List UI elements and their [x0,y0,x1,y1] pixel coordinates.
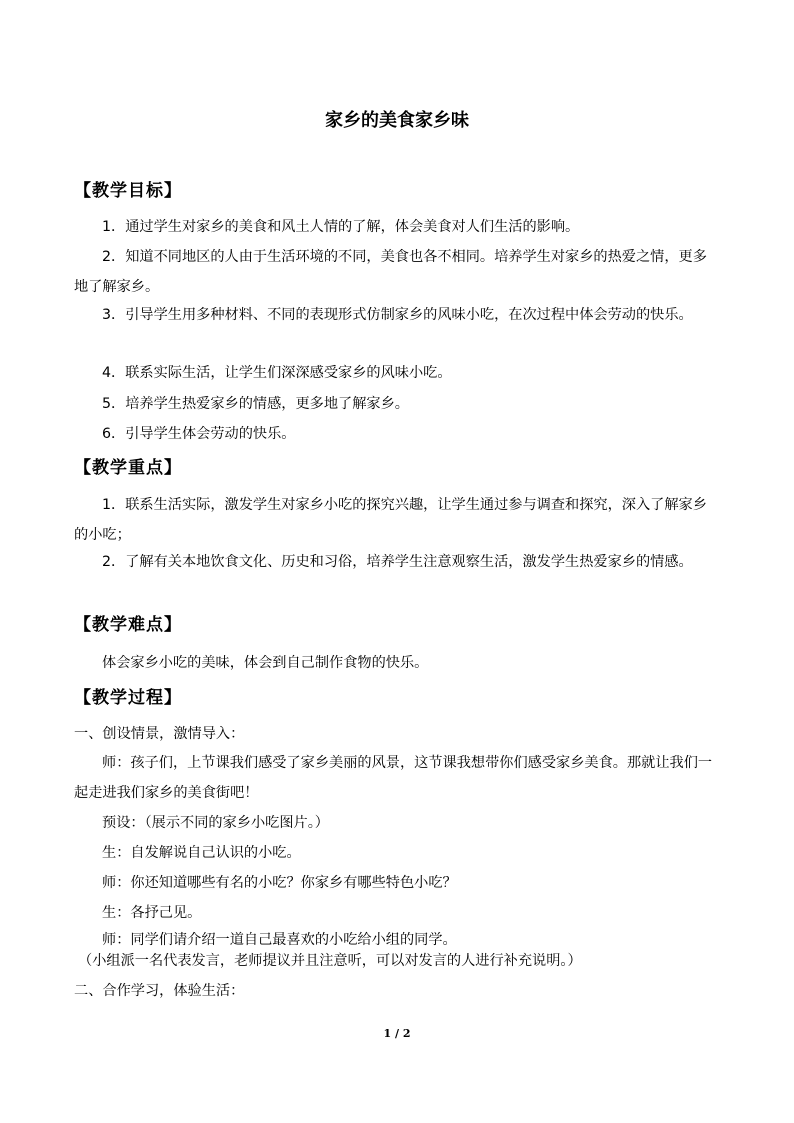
process-line-5: 生：各抒己见。 [102,905,202,921]
process-step-2: 二、合作学习，体验生活： [74,983,245,999]
section-heading-goals: 【教学目标】 [74,181,182,201]
process-note: （小组派一名代表发言，老师提议并且注意听，可以对发言的人进行补充说明。） [78,953,582,969]
section-heading-difficulties: 【教学难点】 [74,615,182,635]
process-line-3: 生：自发解说自己认识的小吃。 [102,845,301,861]
goal-item-6: 6．引导学生体会劳动的快乐。 [102,426,296,442]
goal-item-3: 3．引导学生用多种材料、不同的表现形式仿制家乡的风味小吃，在次过程中体会劳动的快乐。 [102,307,693,323]
process-line-1: 师：孩子们，上节课我们感受了家乡美丽的风景，这节课我想带你们感受家乡美食。那就让我们一起走进我们家乡的美食街吧！ [74,755,713,801]
process-line-6: 师：同学们请介绍一道自己最喜欢的小吃给小组的同学。 [102,932,457,948]
difficulty-item-1: 体会家乡小吃的美味，体会到自己制作食物的快乐。 [102,655,429,671]
page-number: 1 / 2 [383,1027,411,1040]
process-line-2: 预设：（展示不同的家乡小吃图片。） [102,815,329,831]
goal-item-2: 2．知道不同地区的人由于生活环境的不同，美食也各不相同。培养学生对家乡的热爱之情，更多地了解家乡。 [74,249,707,295]
process-step-1: 一、创设情景，激情导入： [74,726,245,742]
process-line-4: 师：你还知道哪些有名的小吃？你家乡有哪些特色小吃？ [102,875,457,891]
document-title: 家乡的美食家乡味 [325,110,469,131]
section-heading-key-points: 【教学重点】 [74,458,182,478]
goal-item-5: 5．培养学生热爱家乡的情感，更多地了解家乡。 [102,396,409,412]
section-heading-process: 【教学过程】 [74,688,182,708]
key-point-item-2: 2．了解有关本地饮食文化、历史和习俗，培养学生注意观察生活，激发学生热爱家乡的情感。 [102,554,693,570]
goal-item-4: 4．联系实际生活，让学生们深深感受家乡的风味小吃。 [102,365,452,381]
goal-item-1: 1．通过学生对家乡的美食和风土人情的了解，体会美食对人们生活的影响。 [102,219,580,235]
key-point-item-1: 1．联系生活实际，激发学生对家乡小吃的探究兴趣，让学生通过参与调查和探究，深入了解家乡的小吃； [74,497,707,543]
